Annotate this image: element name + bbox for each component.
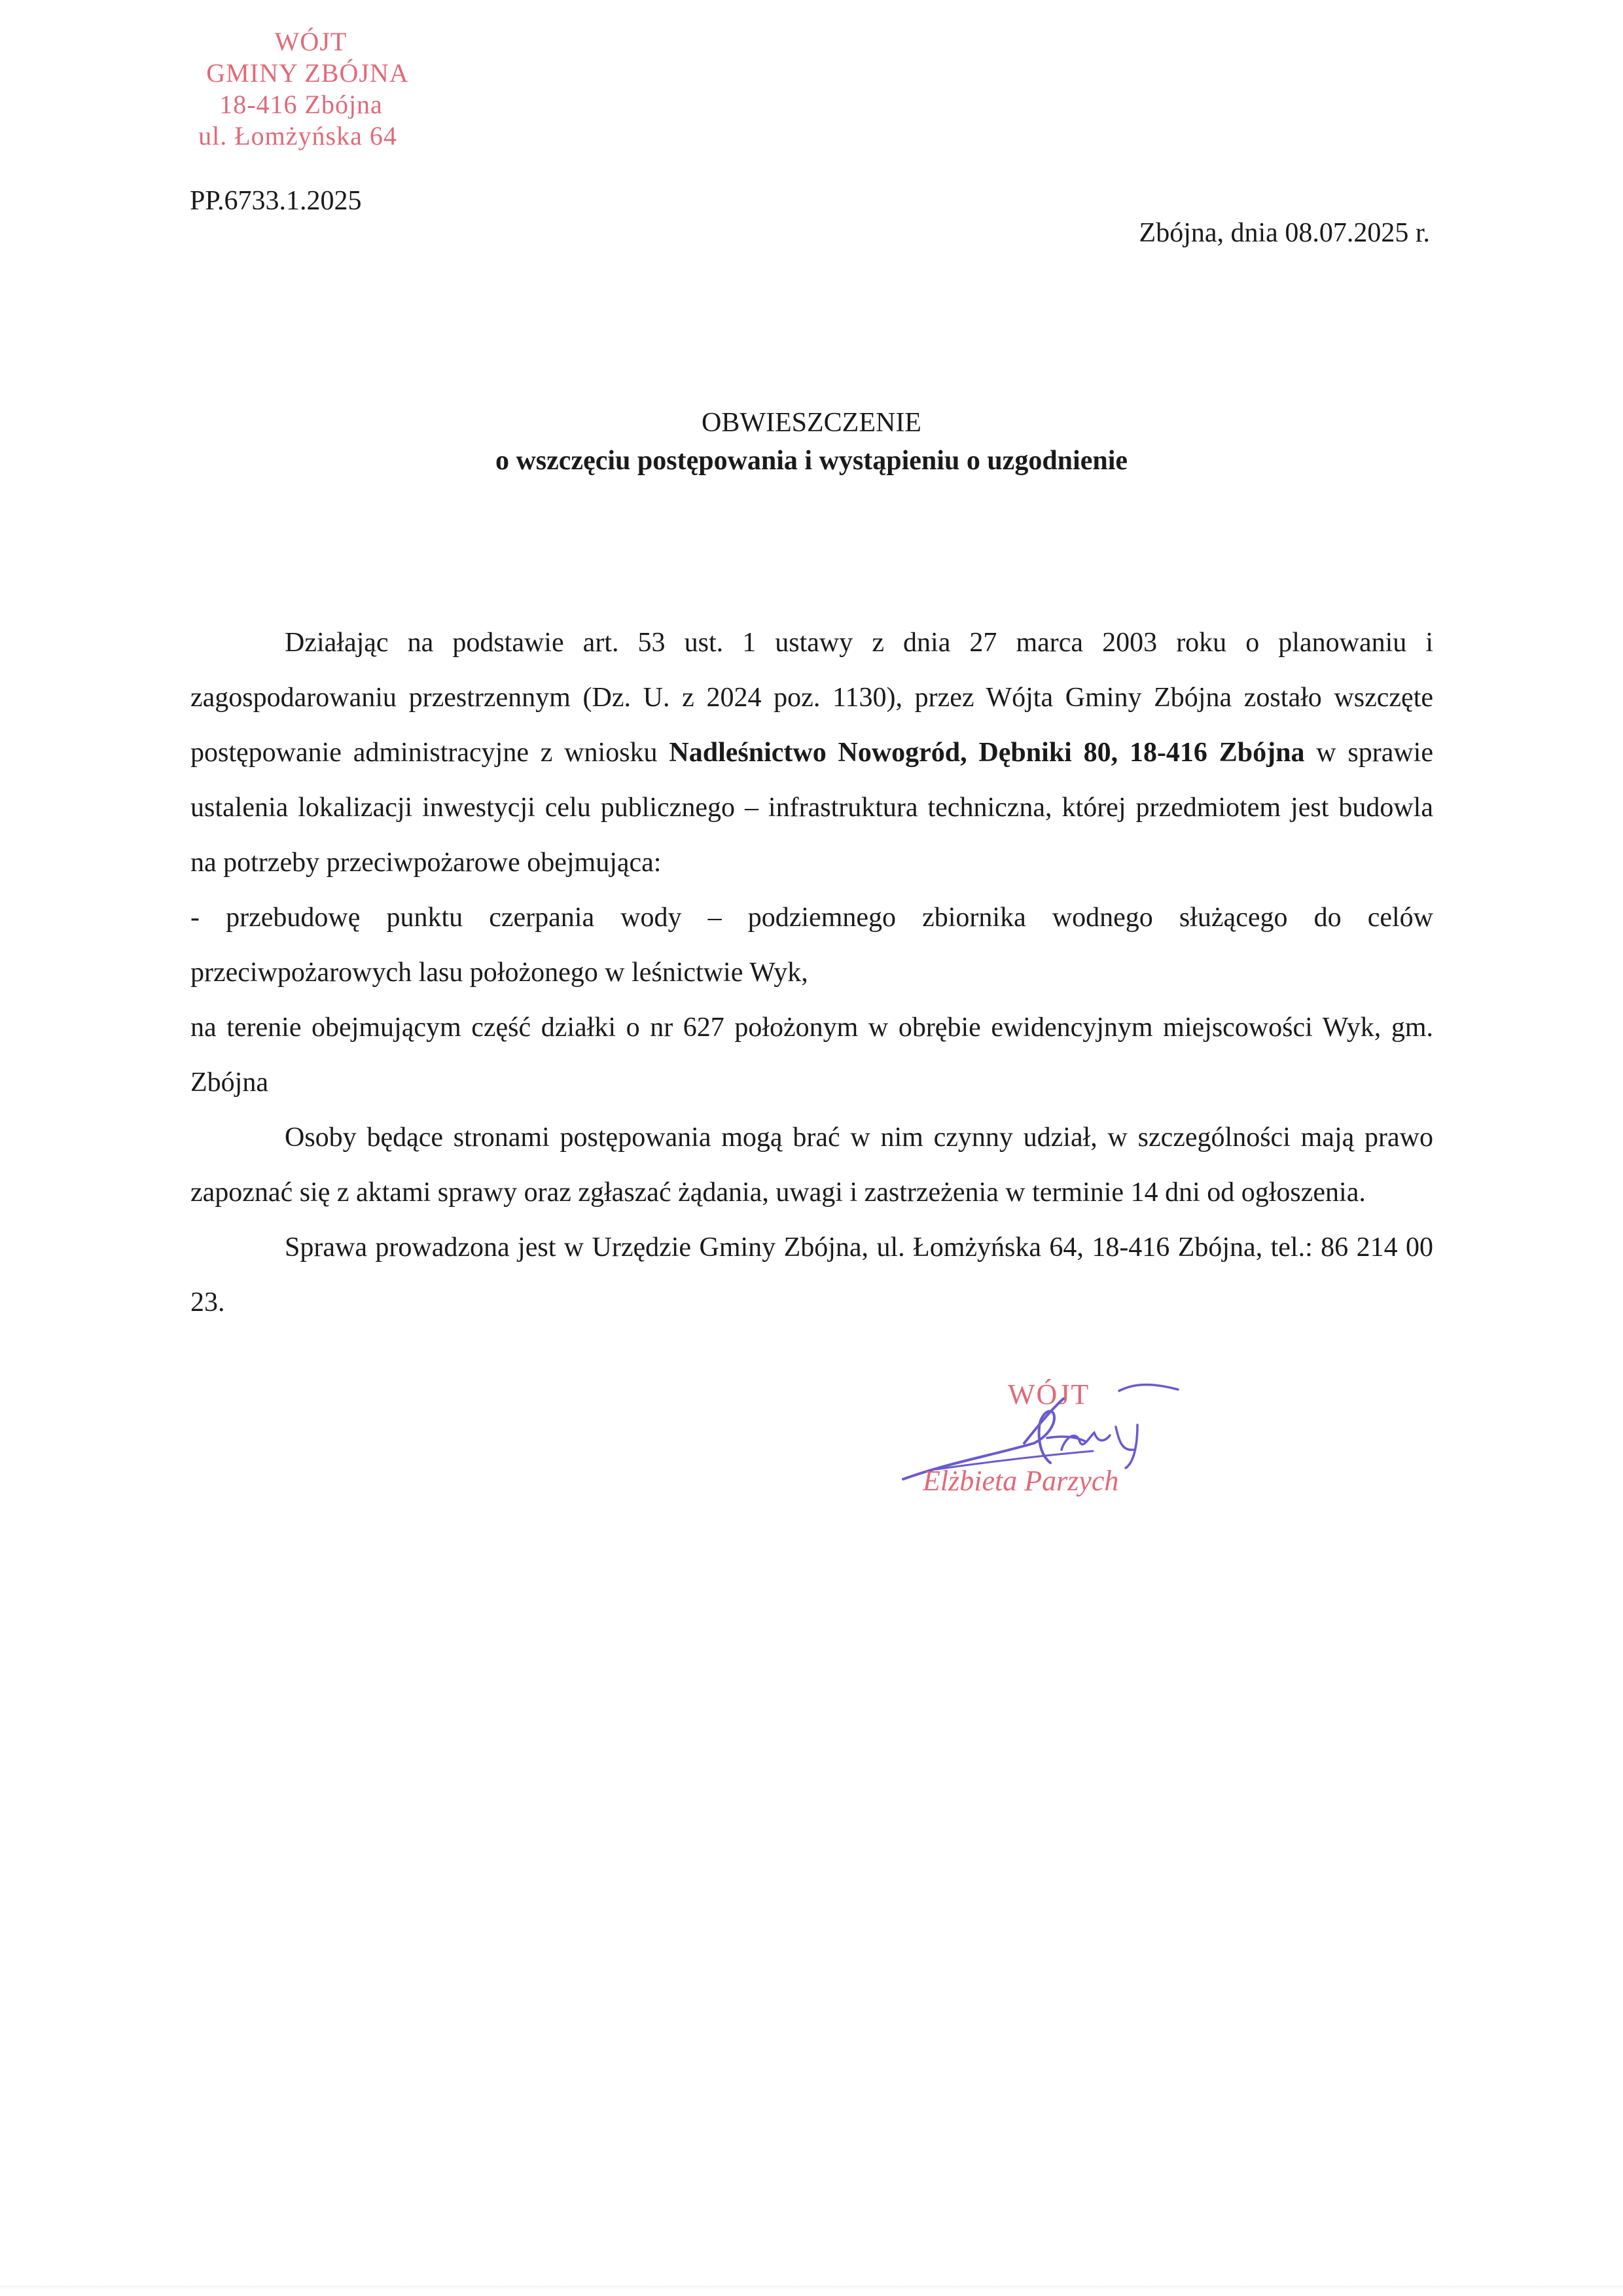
paragraph-location: na terenie obejmującym część działki o nr 627 położonym w obrębie ewidencyjnym miejscowości Wyk, gm. Zbójna — [190, 1013, 1433, 1098]
paragraph-scope-item: - przebudowę punktu czerpania wody – podziemnego zbiornika wodnego służącego do celów przeciwpożarowych lasu położonego w leśnictwie Wyk, — [190, 903, 1433, 988]
applicant-name: Nadleśnictwo Nowogród, Dębniki 80, 18-416 Zbójna — [669, 738, 1305, 768]
stamp-line-2: GMINY ZBÓJNA — [206, 58, 409, 88]
signatory-name: Elżbieta Parzych — [923, 1465, 1119, 1497]
signature-block — [890, 1365, 1217, 1509]
case-reference-number: PP.6733.1.2025 — [190, 186, 362, 216]
paragraph-office-contact: Sprawa prowadzona jest w Urzędzie Gminy Zbójna, ul. Łomżyńska 64, 18-416 Zbójna, tel.: 86 214 00 23. — [190, 1232, 1433, 1318]
document-body — [190, 615, 1433, 1330]
paragraph-legal-basis-text-a: Działając na podstawie art. 53 ust. 1 ustawy z dnia 27 marca 2003 roku o planowaniu i zagospodarowaniu przestrzennym (Dz. U. z 2024 poz. 1130), przez Wójta Gminy Zbójna zostało wszczęte postępowanie administracyjne z wniosku — [190, 628, 1433, 768]
signature-stamp-title: WÓJT — [1008, 1378, 1090, 1410]
paragraph-legal-basis-text-b: w sprawie ustalenia lokalizacji inwestycji celu publicznego – infrastruktura techniczna, której przedmiotem jest budowla na potrzeby przeciwpożarowe obejmująca: — [190, 738, 1433, 878]
paragraph-legal-basis — [190, 615, 1433, 890]
document-title: OBWIESZCZENIE — [702, 408, 921, 438]
stamp-line-3: 18-416 Zbójna — [219, 90, 383, 119]
place-and-date: Zbójna, dnia 08.07.2025 r. — [1139, 218, 1430, 248]
stamp-line-4: ul. Łomżyńska 64 — [198, 121, 397, 151]
stamp-line-1: WÓJT — [274, 27, 348, 56]
office-stamp — [177, 26, 438, 152]
paragraph-parties-rights: Osoby będące stronami postępowania mogą brać w nim czynny udział, w szczególności mają prawo zapoznać się z aktami sprawy oraz zgłaszać żądania, uwagi i zastrzeżenia w terminie 14 dni od ogłoszenia. — [190, 1122, 1433, 1208]
document-subtitle: o wszczęciu postępowania i wystąpieniu o uzgodnienie — [495, 446, 1128, 476]
page-bottom-edge — [0, 2286, 1623, 2289]
